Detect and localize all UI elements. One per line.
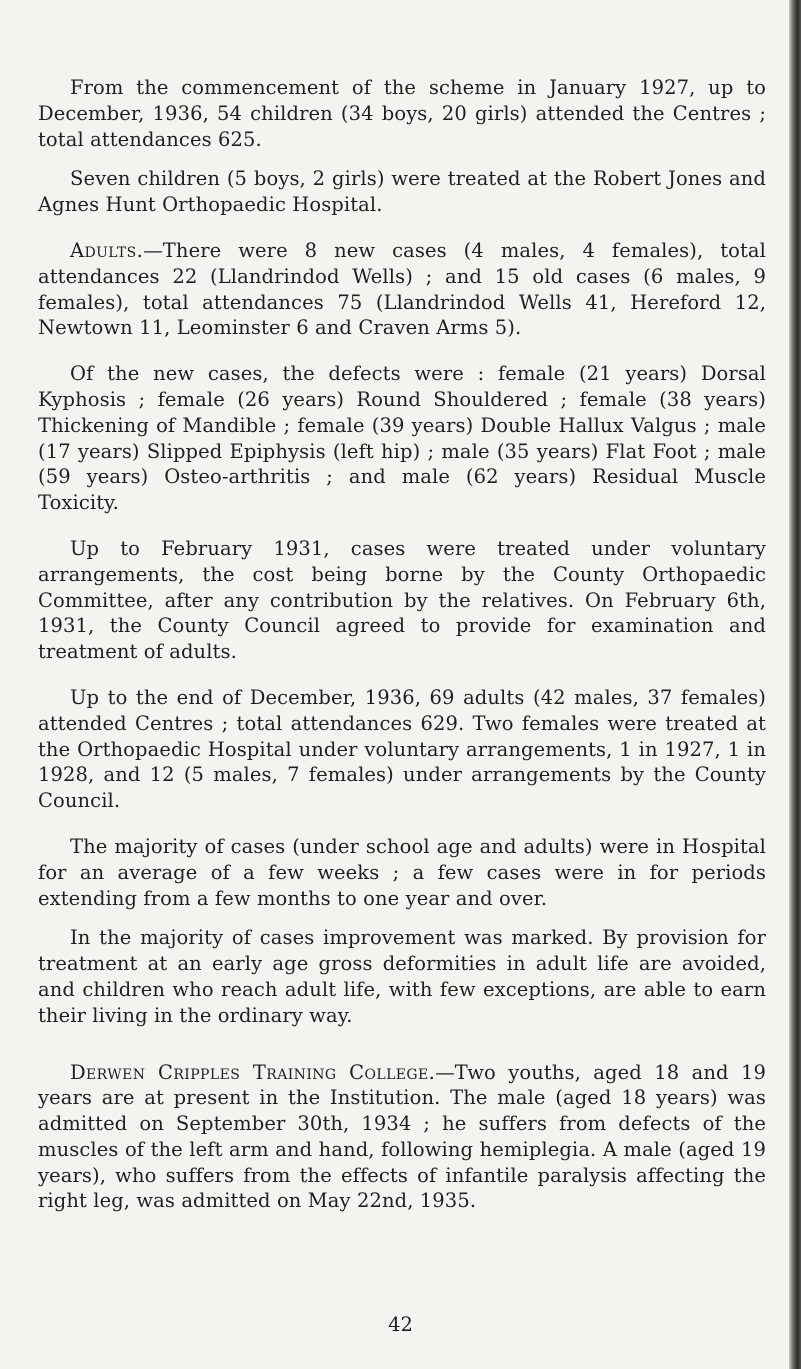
paragraph-adults bbox=[38, 238, 766, 341]
paragraph-improvement bbox=[38, 925, 766, 1028]
paragraph-text: Up to the end of December, 1936, 69 adults (42 males, 37 females) attended Centres ; total attendances 629. Two females were treated at the Orthopaedic Hospital under voluntary arrangements, 1 in 1927, 1 in 1928, and 12 (5 males, 7 females) under arrangements by the County Council. bbox=[38, 685, 766, 813]
paragraph-hospital-stay bbox=[38, 834, 766, 911]
paragraph-text: The majority of cases (under school age and adults) were in Hospital for an average of a few weeks ; a few cases were in for periods extending from a few months to one year and over. bbox=[38, 834, 766, 910]
section-heading-adults: Adults. bbox=[70, 238, 144, 262]
paragraph-text: From the commencement of the scheme in January 1927, up to December, 1936, 54 children (34 boys, 20 girls) attended the Centres ; total attendances 625. bbox=[38, 76, 766, 151]
paragraph-derwen-college bbox=[38, 1060, 766, 1215]
paragraph-text: Up to February 1931, cases were treated under voluntary arrangements, the cost being borne by the County Orthopaedic Committee, after any contribution by the relatives. On February 6th, 1931, the County Council agreed to provide for examination and treatment of adults. bbox=[38, 536, 766, 664]
page-binding-edge bbox=[789, 0, 801, 1369]
paragraph-adult-attendances bbox=[38, 685, 766, 814]
paragraph-hospital-children bbox=[38, 166, 766, 218]
paragraph-text: Of the new cases, the defects were : female (21 years) Dorsal Kyphosis ; female (26 years) Round Shouldered ; female (38 years) Thickening of Mandible ; female (39 years) Double Hallux Valgus ; male (17 years) Slipped Epiphysis (left hip) ; male (35 years) Flat Foot ; male (59 years) Osteo-arthritis ; and male (62 years) Residual Muscle Toxicity. bbox=[38, 362, 766, 515]
paragraph-text: Seven children (5 boys, 2 girls) were treated at the Robert Jones and Agnes Hunt Orthopaedic Hospital. bbox=[38, 167, 766, 217]
page-number: 42 bbox=[388, 1313, 413, 1336]
paragraph-text: —Two youths, aged 18 and 19 years are at present in the Institution. The male (aged 18 years) was admitted on September 30th, 1934 ; he suffers from defects of the muscles of the left arm and hand, following hemiplegia. A male (aged 19 years), who suffers from the effects of infantile paralysis affecting the right leg, was admitted on May 22nd, 1935. bbox=[38, 1060, 766, 1213]
paragraph-new-case-defects bbox=[38, 361, 766, 516]
paragraph-text: In the majority of cases improvement was marked. By provision for treatment at an early age gross deformities in adult life are avoided, and children who reach adult life, with few exceptions, are able to earn their living in the ordinary way. bbox=[38, 926, 766, 1027]
document-page bbox=[38, 75, 766, 1214]
paragraph-scheme-summary bbox=[38, 75, 766, 152]
section-heading-derwen: Derwen Cripples Training College. bbox=[70, 1060, 436, 1084]
paragraph-text: —There were 8 new cases (4 males, 4 females), total attendances 22 (Llandrindod Wells) ; and 15 old cases (6 males, 9 females), total attendances 75 (Llandrindod Wells 41, Hereford 12, Newtown 11, Leominster 6 and Craven Arms 5). bbox=[38, 238, 766, 340]
paragraph-voluntary-arrangements bbox=[38, 536, 766, 665]
